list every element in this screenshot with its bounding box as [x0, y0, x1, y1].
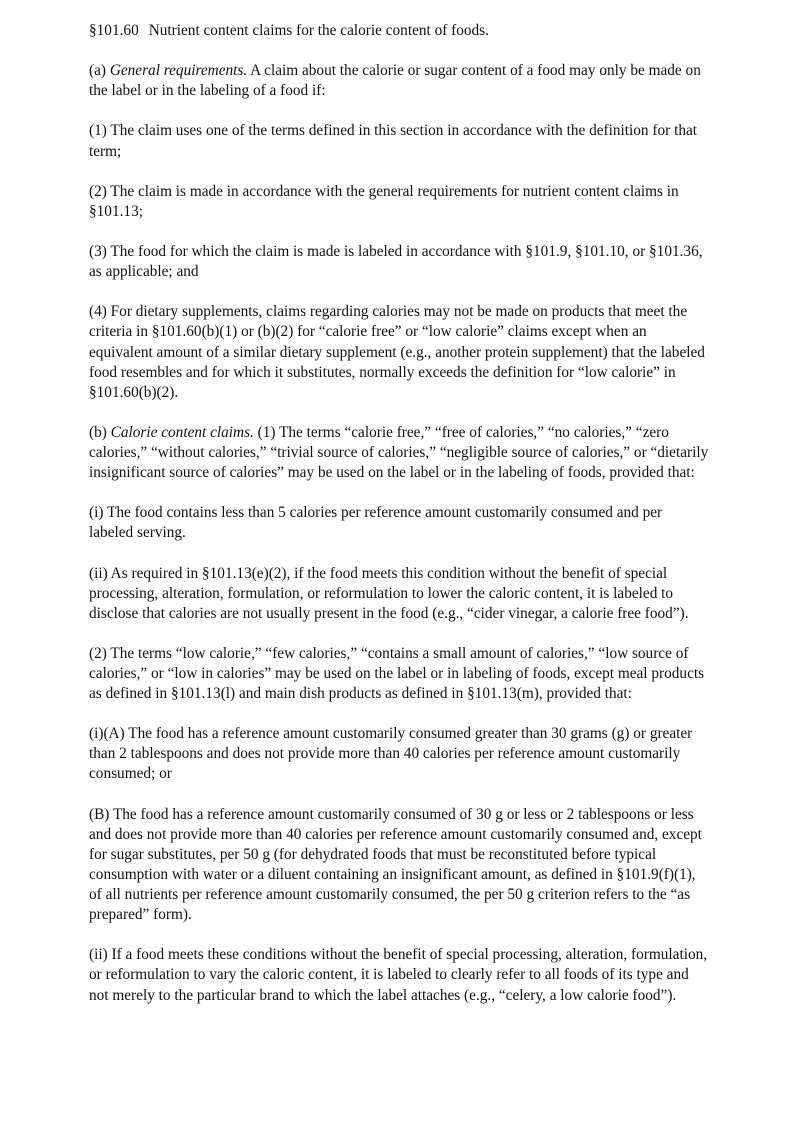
- section-number: §101.60: [89, 22, 139, 39]
- paragraph-a: [89, 61, 709, 101]
- paragraph-a-subheading: General requirements.: [109, 62, 248, 80]
- paragraph-b-text: (1) The terms “calorie free,” “free of calories,” “no calories,” “zero calories,” “without calories,” “trivial source of calories,” “negligible source of calories,” or “dietarily insignificant source of calories” may be used on the label or in the labeling of foods, provided that:: [89, 423, 709, 482]
- section-heading: [89, 21, 709, 41]
- paragraph-b2: (2) The terms “low calorie,” “few calories,” “contains a small amount of calories,” “low source of calories,” or “low in calories” may be used on the label or in labeling of foods, except meal products as defined in §101.13(l) and main dish products as defined in §101.13(m), provided that:: [89, 644, 705, 703]
- paragraph-b-prefix: (b): [89, 423, 111, 441]
- paragraph-a4: (4) For dietary supplements, claims regarding calories may not be made on products that meet the criteria in §101.60(b)(1) or (b)(2) for “calorie free” or “low calorie” claims except when an equivalent amount of a similar dietary supplement (e.g., another protein supplement) that the labeled food resembles and for which it substitutes, normally exceeds the definition for “low calorie” in §101.60(b)(2).: [89, 303, 705, 401]
- section-title: Nutrient content claims for the calorie content of foods.: [148, 22, 489, 39]
- paragraph-b1-i: (i) The food contains less than 5 calories per reference amount customarily consumed and per labeled serving.: [89, 504, 663, 542]
- paragraph-a2: (2) The claim is made in accordance with the general requirements for nutrient content claims in §101.13;: [89, 182, 679, 220]
- paragraph-b2-b: (B) The food has a reference amount customarily consumed of 30 g or less or 2 tablespoons or less and does not provide more than 40 calories per reference amount customarily consumed and, except for sugar substitutes, per 50 g (for dehydrated foods that must be reconstituted before typical consumption with water or a diluent containing an insignificant amount, as defined in §101.9(f)(1), of all nutrients per reference amount customarily consumed, the per 50 g criterion refers to the “as prepared” form).: [89, 805, 702, 924]
- paragraph-a3: (3) The food for which the claim is made is labeled in accordance with §101.9, §101.10, or §101.36, as applicable; and: [89, 243, 703, 281]
- paragraph-b2-i-a: (i)(A) The food has a reference amount customarily consumed greater than 30 grams (g) or greater than 2 tablespoons and does not provide more than 40 calories per reference amount customarily consumed; or: [89, 725, 693, 783]
- document-page: [89, 21, 709, 1026]
- paragraph-a-prefix: (a): [89, 62, 110, 80]
- paragraph-b2-ii: (ii) If a food meets these conditions without the benefit of special processing, alteration, formulation, or reformulation to vary the caloric content, it is labeled to clearly refer to all foods of its type and not merely to the particular brand to which the label attaches (e.g., “celery, a low calorie food”).: [89, 946, 708, 1004]
- paragraph-a1: (1) The claim uses one of the terms defined in this section in accordance with the definition for that term;: [89, 122, 698, 160]
- paragraph-a-text: A claim about the calorie or sugar content of a food may only be made on the label or in the labeling of a food if:: [89, 62, 701, 100]
- paragraph-b1-ii: (ii) As required in §101.13(e)(2), if the food meets this condition without the benefit of special processing, alteration, formulation, or reformulation to lower the caloric content, it is labeled to disclose that calories are not usually present in the food (e.g., “cider vinegar, a calorie free food”).: [89, 564, 689, 622]
- paragraph-b: [89, 423, 709, 483]
- paragraph-b-subheading: Calorie content claims.: [110, 423, 254, 441]
